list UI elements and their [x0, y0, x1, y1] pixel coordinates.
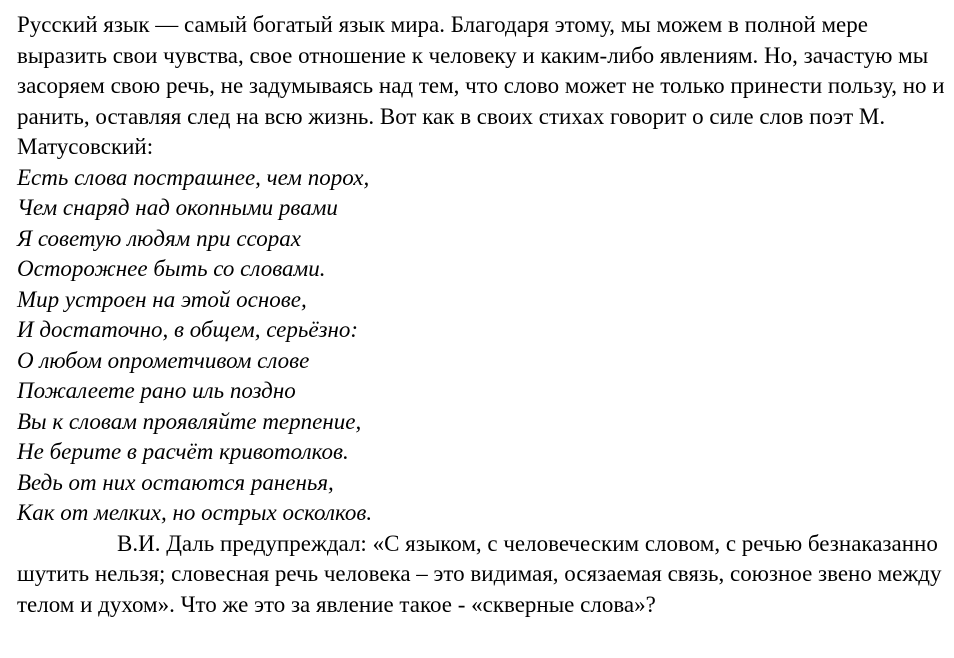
poem-line: Чем снаряд над окопными рвами: [17, 195, 338, 220]
document-body: [17, 10, 952, 620]
poem-line: Вы к словам проявляйте терпение,: [17, 408, 362, 434]
poem-line: Как от мелких, но острых осколков.: [17, 500, 373, 525]
poem-line: Ведь от них остаются раненья,: [17, 469, 334, 495]
poem-line: Я советую людям при ссорах: [17, 225, 301, 251]
poem-line: Есть слова пострашнее, чем порох,: [17, 164, 370, 190]
poem-block: [17, 163, 952, 529]
poem-line: Мир устроен на этой основе,: [17, 286, 307, 312]
intro-paragraph: Русский язык — самый богатый язык мира. Благодаря этому, мы можем в полной мере выразить свои чувства, свое отношение к человеку и каким-либо явлениям. Но, зачастую мы засоряем свою речь, не задумываясь над тем, что слово может не только принести пользу, но и ранить, оставляя след на всю жизнь. Вот как в своих стихах говорит о силе слов поэт М. Матусовский:: [17, 12, 945, 159]
poem-line: И достаточно, в общем, серьёзно:: [17, 317, 359, 342]
poem-line: Не берите в расчёт кривотолков.: [17, 439, 349, 464]
poem-line: Пожалеете рано иль поздно: [17, 378, 296, 403]
poem-line: Осторожнее быть со словами.: [17, 256, 326, 281]
poem-line: О любом опрометчивом слове: [17, 347, 310, 373]
dal-quote-paragraph: В.И. Даль предупреждал: «С языком, с человеческим словом, с речью безнаказанно шутить нельзя; словесная речь человека – это видимая, осязаемая связь, союзное звено между телом и духом». Что же это за явление такое - «скверные слова»?: [17, 530, 942, 617]
